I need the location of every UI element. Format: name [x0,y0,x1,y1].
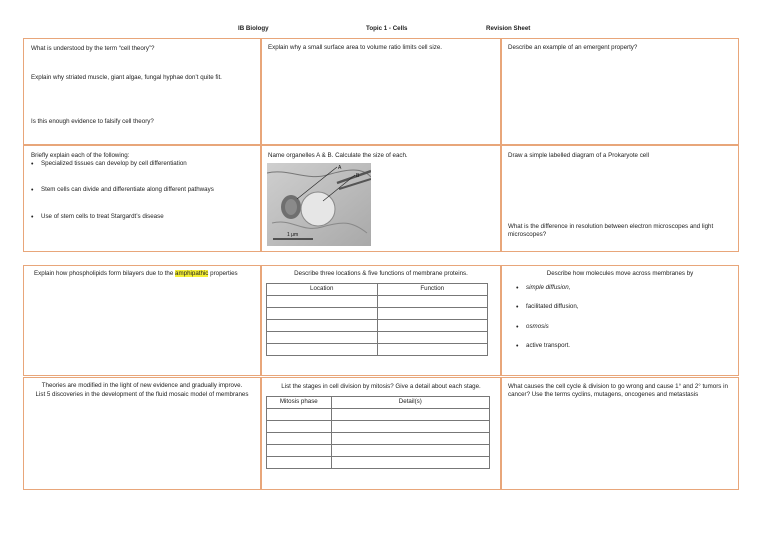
box-emergent [501,38,739,145]
mitosis-table [266,396,490,469]
micrograph-image [267,163,371,246]
question-surface-area: Explain why a small surface area to volume ratio limits cell size. [268,44,443,51]
phospholipids-text-post: properties [208,270,238,277]
question-transport: Describe how molecules move across membranes by [546,270,694,277]
column-header: Location [267,284,378,296]
box-mitosis [261,377,501,490]
box-prokaryote [501,145,739,252]
table-row[interactable] [267,320,488,332]
question-membrane-proteins: Describe three locations & five functions of membrane proteins. [294,270,468,277]
list-item: • facilitated diffusion, [514,303,579,311]
box-phospholipids [23,265,261,376]
question-organelles: Name organelles A & B. Calculate the size of each. [268,152,408,159]
question-resolution: What is the difference in resolution between electron microscopes and light microscopes? [508,223,714,239]
table-row[interactable] [267,433,490,445]
transport-list [514,284,579,350]
table-row[interactable] [267,421,490,433]
question-phospholipids [34,270,238,278]
table-row[interactable] [267,296,488,308]
list-item: • active transport. [514,342,579,350]
fluid-mosaic-line1: Theories are modified in the light of new evidence and gradually improve. [41,382,243,389]
question-falsify: Is this enough evidence to falsify cell theory? [31,118,154,125]
question-prokaryote: Draw a simple labelled diagram of a Prokaryote cell [508,152,650,159]
box-membrane-proteins [261,265,501,376]
phospholipids-text-pre: Explain how phospholipids form bilayers due to the [34,270,176,277]
list-item: • osmosis [514,323,579,331]
table-row[interactable] [267,332,488,344]
question-cell-theory: What is understood by the term “cell theory”? [31,45,155,52]
fluid-mosaic-line2: List 5 discoveries in the development of the fluid mosaic model of membranes [35,391,249,398]
highlighted-term: amphipathic [175,270,209,277]
header-sheet: Revision Sheet [486,25,531,32]
column-header: Detail(s) [331,397,489,409]
list-item: • Stem cells can divide and differentiate along different pathways [29,186,254,194]
organelle-b [301,192,335,226]
question-mitosis: List the stages in cell division by mitosis? Give a detail about each stage. [281,383,481,390]
header-topic: Topic 1 - Cells [366,25,408,32]
question-emergent: Describe an example of an emergent property? [508,44,638,51]
label-b: B [356,173,360,179]
header-subject: IB Biology [238,25,269,32]
box-organelles [261,145,501,252]
box-differentiation [23,145,261,252]
box-transport [501,265,739,376]
list-item: • Use of stem cells to treat Stargardt’s disease [29,213,254,221]
table-row[interactable] [267,308,488,320]
table-row[interactable] [267,457,490,469]
box-fluid-mosaic [23,377,261,490]
column-header: Function [377,284,488,296]
list-item: • Specialized tissues can develop by cell differentiation [29,160,254,168]
membrane-proteins-table [266,283,488,356]
table-row[interactable] [267,344,488,356]
column-header: Mitosis phase [267,397,332,409]
box-surface-area [261,38,501,145]
table-row[interactable] [267,445,490,457]
scale-label: 1 μm [287,232,299,238]
label-a: A [338,165,342,171]
question-cell-cycle: What causes the cell cycle & division to go wrong and cause 1° and 2° tumors in cancer? Use the terms cyclins, mutagens, oncogenes and metastasis [508,383,728,399]
box-cell-cycle [501,377,739,490]
question-exceptions: Explain why striated muscle, giant algae, fungal hyphae don’t quite fit. [31,74,222,81]
table-row[interactable] [267,409,490,421]
list-item: • simple diffusion, [514,284,579,292]
differentiation-intro: Briefly explain each of the following: [31,152,130,159]
box-cell-theory [23,38,261,145]
differentiation-list [29,160,254,221]
